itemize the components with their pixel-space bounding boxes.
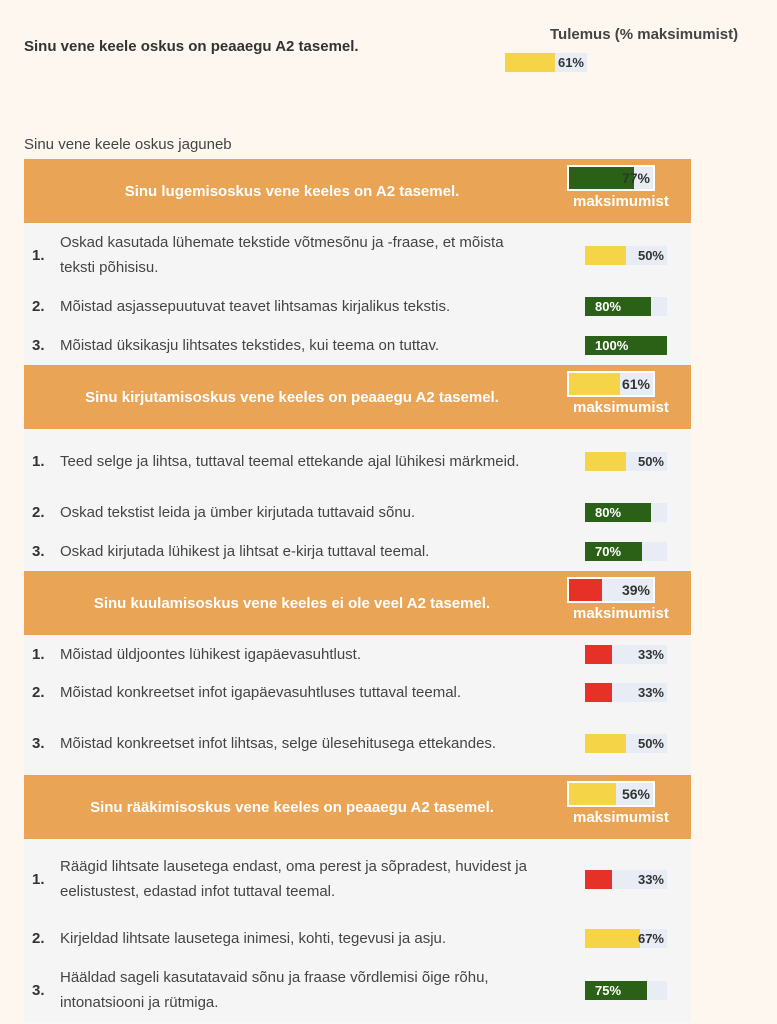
item-progress-fill — [585, 929, 640, 948]
item-progress-label: 50% — [637, 453, 664, 469]
item-number: 3. — [32, 734, 45, 752]
item-progress-label: 33% — [637, 871, 664, 887]
item-text: Mõistad konkreetset infot lihtsas, selge ülesehitusega ettekandes. — [60, 734, 497, 752]
section-title: Sinu kuulamisoskus vene keeles ei ole veel A2 tasemel. — [93, 594, 491, 612]
item-number: 2. — [32, 683, 45, 701]
item-progress-bar — [585, 645, 667, 664]
list-item — [24, 958, 691, 1022]
item-text: Mõistad üksikasju lihtsates tekstides, kui teema on tuttav. — [60, 337, 440, 354]
item-progress-fill — [585, 870, 612, 889]
section-progress-bar — [567, 577, 655, 603]
item-progress-fill — [585, 452, 626, 471]
item-number: 1. — [32, 870, 45, 888]
section-title: Sinu lugemisoskus vene keeles on A2 tasemel. — [124, 182, 460, 200]
item-progress-bar — [585, 683, 667, 702]
item-text: Oskad kasutada lühemate tekstide võtmesõnu ja -fraase, et mõista teksti põhisisu. — [60, 234, 504, 276]
item-text: Hääldad sageli kasutatavaid sõnu ja fraase võrdlemisi õige rõhu, intonatsiooni ja rütmiga. — [60, 969, 489, 1011]
item-progress-bar — [585, 297, 667, 316]
section-title: Sinu kirjutamisoskus vene keeles on peaaegu A2 tasemel. — [85, 388, 499, 406]
item-progress-bar — [585, 503, 667, 522]
section-header — [24, 571, 691, 635]
section-header — [24, 775, 691, 839]
item-progress-bar — [585, 336, 667, 355]
section-progress-label: 77% — [621, 170, 650, 186]
item-progress-bar — [585, 246, 667, 265]
section-caption: maksimumist — [573, 605, 669, 622]
item-number: 2. — [32, 298, 45, 315]
summary-progress-label: 61% — [557, 55, 584, 70]
item-progress-label: 80% — [595, 299, 622, 314]
result-label: Tulemus (% maksimumist) — [550, 26, 739, 43]
item-text: Oskad kirjutada lühikest ja lihtsat e-kirja tuttaval teemal. — [60, 543, 430, 560]
item-number: 3. — [32, 981, 45, 999]
section-caption: maksimumist — [573, 193, 669, 210]
item-text: Kirjeldad lihtsate lausetega inimesi, kohti, tegevusi ja asju. — [60, 930, 447, 947]
item-text: Mõistad üldjoontes lühikest igapäevasuhtlust. — [60, 645, 362, 663]
list-item — [24, 711, 691, 775]
list-item — [24, 429, 691, 493]
item-progress-label: 50% — [637, 247, 664, 263]
item-number: 1. — [32, 645, 45, 663]
summary-text: Sinu vene keele oskus on peaaegu A2 tasemel. — [24, 38, 359, 55]
item-text: Oskad tekstist leida ja ümber kirjutada tuttavaid sõnu. — [60, 504, 416, 521]
item-number: 3. — [32, 543, 45, 560]
section-progress-bar — [567, 165, 655, 191]
item-progress-label: 100% — [595, 338, 629, 353]
section-progress-label: 56% — [621, 786, 650, 802]
list-item — [24, 326, 691, 365]
section-header — [24, 159, 691, 223]
section-caption: maksimumist — [573, 399, 669, 416]
item-progress-label: 33% — [637, 646, 664, 662]
item-number: 1. — [32, 246, 45, 264]
item-number: 3. — [32, 337, 45, 354]
item-progress-fill — [585, 683, 612, 702]
item-text: Räägid lihtsate lausetega endast, oma perest ja sõpradest, huvidest ja eelistustest, edastad infot tuttaval teemal. — [60, 858, 527, 900]
item-progress-label: 50% — [637, 735, 664, 751]
list-item — [24, 532, 691, 571]
list-item — [24, 493, 691, 532]
results-list — [24, 159, 691, 1022]
section-title: Sinu rääkimisoskus vene keeles on peaaegu A2 tasemel. — [90, 798, 494, 816]
section-progress-label: 61% — [621, 376, 650, 392]
item-progress-bar — [585, 870, 667, 889]
item-progress-label: 75% — [595, 982, 622, 998]
item-progress-bar — [585, 542, 667, 561]
intro-text: Sinu vene keele oskus jaguneb — [24, 136, 232, 153]
section-progress-bar — [567, 781, 655, 807]
summary-progress-bar — [505, 53, 587, 72]
item-progress-fill — [585, 246, 626, 265]
item-number: 2. — [32, 930, 45, 947]
item-progress-bar — [585, 734, 667, 753]
item-progress-fill — [585, 645, 612, 664]
section-progress-fill — [569, 373, 620, 395]
section-progress-fill — [569, 579, 602, 601]
item-number: 1. — [32, 452, 45, 470]
item-progress-bar — [585, 452, 667, 471]
list-item — [24, 223, 691, 287]
item-text: Mõistad konkreetset infot igapäevasuhtluses tuttaval teemal. — [60, 683, 462, 701]
item-progress-label: 70% — [595, 544, 622, 559]
item-progress-bar — [585, 929, 667, 948]
item-text: Mõistad asjassepuutuvat teavet lihtsamas kirjalikus tekstis. — [60, 298, 451, 315]
section-caption: maksimumist — [573, 809, 669, 826]
item-progress-fill — [585, 734, 626, 753]
section-progress-bar — [567, 371, 655, 397]
list-item — [24, 287, 691, 326]
item-progress-label: 33% — [637, 684, 664, 700]
item-progress-label: 67% — [637, 931, 664, 946]
list-item — [24, 839, 691, 919]
summary-progress-fill — [505, 53, 555, 72]
list-item — [24, 673, 691, 711]
list-item — [24, 635, 691, 673]
item-number: 2. — [32, 504, 45, 521]
list-item — [24, 919, 691, 958]
section-progress-fill — [569, 783, 616, 805]
item-progress-bar — [585, 981, 667, 1000]
item-progress-label: 80% — [595, 505, 622, 520]
section-progress-label: 39% — [621, 582, 650, 598]
section-header — [24, 365, 691, 429]
item-text: Teed selge ja lihtsa, tuttaval teemal ettekande ajal lühikesi märkmeid. — [60, 452, 520, 470]
